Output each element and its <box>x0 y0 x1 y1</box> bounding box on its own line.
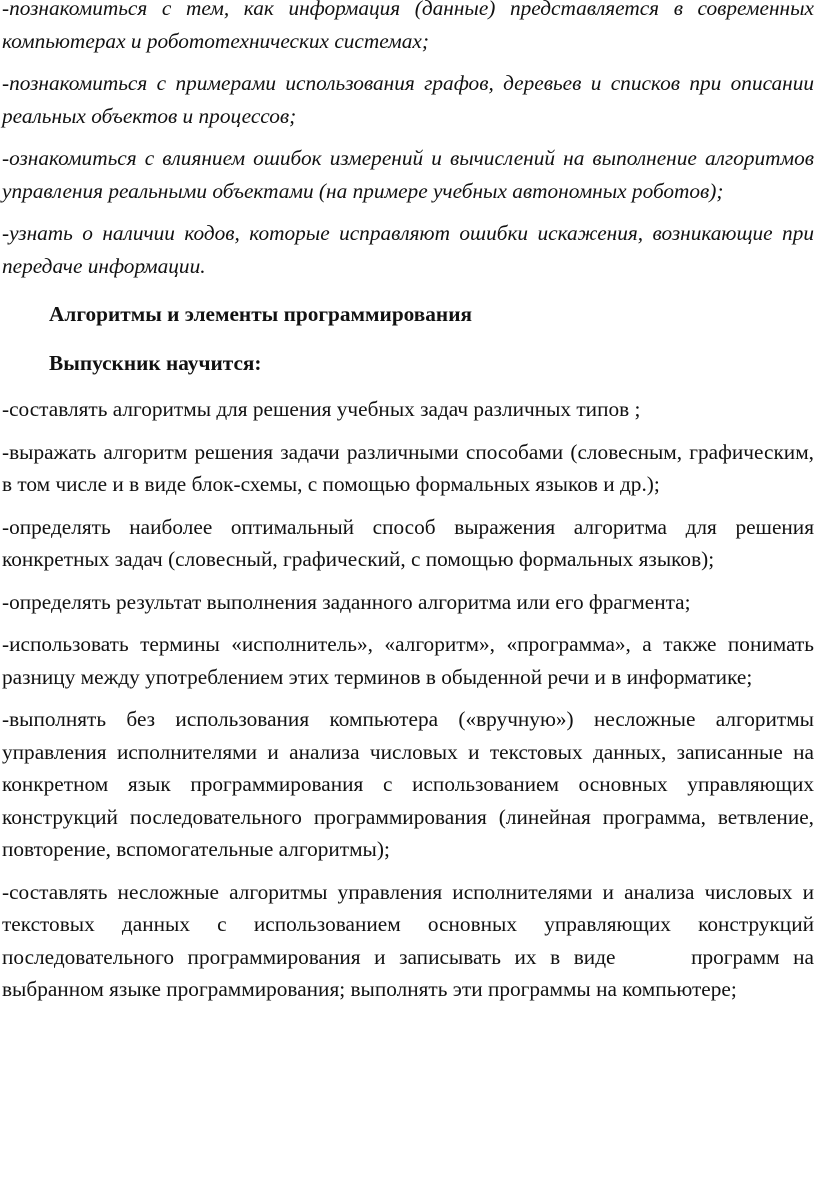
paragraph-7-part2: программ на выбранном языке программирования; выполнять эти программы на компьютере; <box>2 944 814 1001</box>
italic-paragraph-1: -познакомиться с тем, как информация (данные) представляется в современных компьютерах и робототехнических системах; <box>2 0 814 53</box>
paragraph-5: -использовать термины «исполнитель», «алгоритм», «программа», а также понимать разницу между употреблением этих терминов в обыденной речи и в информатике; <box>2 632 814 689</box>
paragraph-4: -определять результат выполнения заданного алгоритма или его фрагмента; <box>2 589 691 614</box>
paragraph-1: -составлять алгоритмы для решения учебных задач различных типов ; <box>2 397 641 421</box>
paragraph-7-part1: -составлять несложные алгоритмы управления исполнителями и анализа числовых и текстовых данных с использованием основных управляющих конструкций последовательного программирования и записывать их в виде <box>2 879 814 969</box>
paragraph-2: -выражать алгоритм решения задачи различными способами (словесным, графическим, в том числе и в виде блок-схемы, с помощью формальных языков и др.); <box>2 439 814 496</box>
italic-paragraph-3: -ознакомиться с влиянием ошибок измерений и вычислений на выполнение алгоритмов управления реальными объектами (на примере учебных автономных роботов); <box>2 146 814 203</box>
italic-paragraph-4: -узнать о наличии кодов, которые исправляют ошибки искажения, возникающие при передаче информации. <box>2 221 814 278</box>
paragraph-7 <box>2 876 814 1006</box>
paragraph-6: -выполнять без использования компьютера («вручную») несложные алгоритмы управления исполнителями и анализа числовых и текстовых данных, записанные на конкретном язык программирования с использованием основных управляющих конструкций последовательного программирования (линейная программа, ветвление, повторение, вспомогательные алгоритмы); <box>2 707 814 861</box>
section-heading: Алгоритмы и элементы программирования <box>49 302 472 326</box>
italic-paragraph-2: -познакомиться с примерами использования графов, деревьев и списков при описании реальных объектов и процессов; <box>2 71 814 128</box>
paragraph-3: -определять наиболее оптимальный способ выражения алгоритма для решения конкретных задач (словесный, графический, с помощью формальных языков); <box>2 514 814 571</box>
subheading: Выпускник научится: <box>49 350 262 375</box>
